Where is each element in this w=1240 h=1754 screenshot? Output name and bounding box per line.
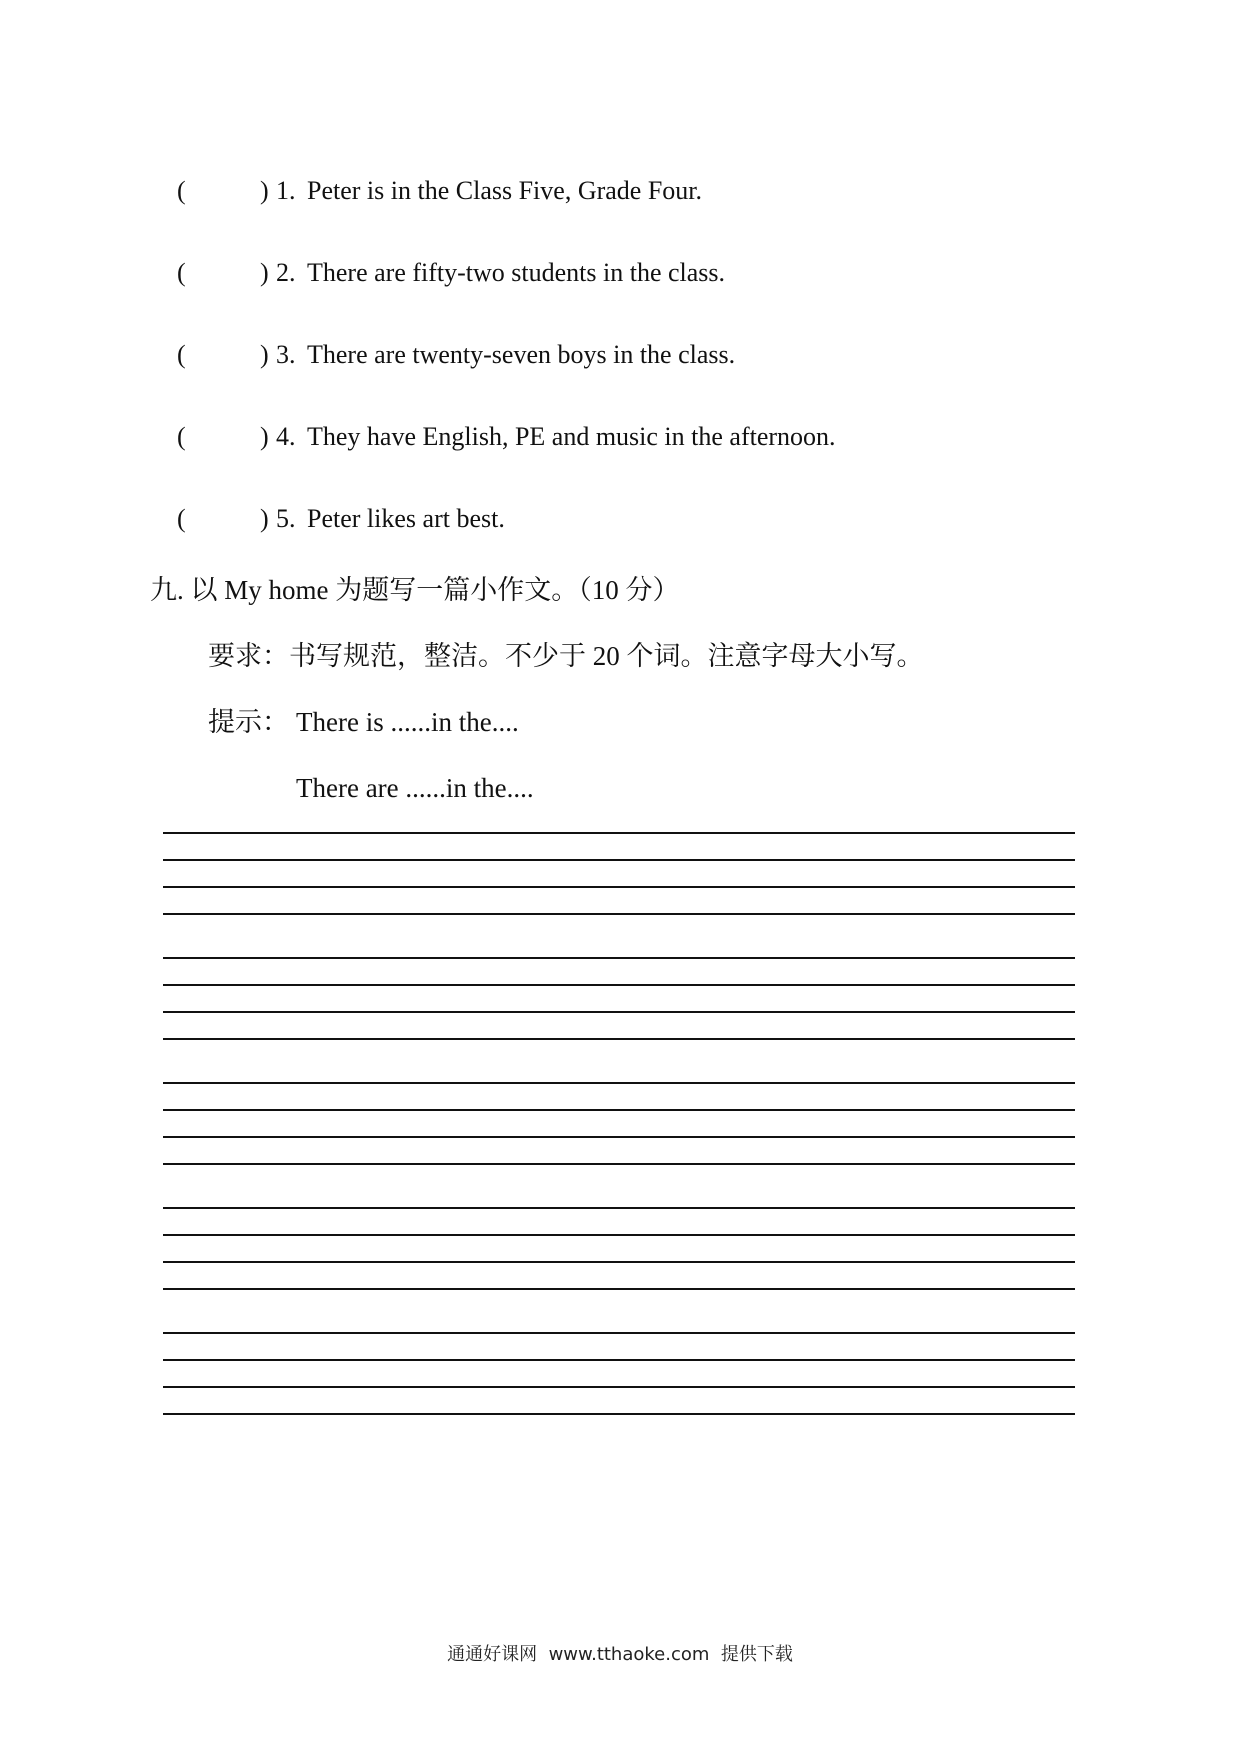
footer-text: 通通好课网 www.tthaoke.com 提供下载: [447, 1644, 793, 1665]
answer-bracket-close: ): [260, 258, 269, 287]
statement-number: 5.: [276, 504, 296, 533]
section-title: 九. 以 My home 为题写一篇小作文。（10 分）: [150, 575, 680, 605]
answer-bracket-open: (: [177, 422, 186, 451]
statement-text: There are twenty-seven boys in the class.: [307, 340, 736, 369]
hint-text-1: There is ......in the....: [296, 707, 519, 737]
answer-bracket-open: (: [177, 340, 186, 369]
ruled-line: [163, 859, 1075, 861]
ruled-line: [163, 1038, 1075, 1040]
hint-line-1: [208, 702, 519, 742]
ruled-line: [163, 1386, 1075, 1388]
statement-number: 3.: [276, 340, 296, 369]
ruled-line: [163, 1413, 1075, 1415]
ruled-line: [163, 832, 1075, 834]
statement-number: 1.: [276, 176, 296, 205]
four-line-group[interactable]: [163, 1082, 1075, 1166]
ruled-line: [163, 1207, 1075, 1209]
answer-bracket-open: (: [177, 176, 186, 205]
writing-area[interactable]: [163, 832, 1075, 1432]
ruled-line: [163, 957, 1075, 959]
answer-bracket-close: ): [260, 422, 269, 451]
answer-bracket-close: ): [260, 176, 269, 205]
answer-bracket-close: ): [260, 504, 269, 533]
statement-text: Peter is in the Class Five, Grade Four.: [307, 176, 703, 205]
ruled-line: [163, 1163, 1075, 1165]
ruled-line: [163, 886, 1075, 888]
hint-text-2: There are ......in the....: [296, 773, 534, 803]
statement-number: 4.: [276, 422, 296, 451]
ruled-line: [163, 913, 1075, 915]
ruled-line: [163, 1109, 1075, 1111]
statement-text: They have English, PE and music in the afternoon.: [307, 422, 836, 451]
four-line-group[interactable]: [163, 1332, 1075, 1416]
ruled-line: [163, 1261, 1075, 1263]
answer-bracket-close: ): [260, 340, 269, 369]
statement-text: There are fifty-two students in the class.: [307, 258, 726, 287]
four-line-group[interactable]: [163, 957, 1075, 1041]
hint-label: 提示：: [208, 707, 289, 737]
requirement-text: 要求：书写规范，整洁。不少于 20 个词。注意字母大小写。: [208, 641, 924, 671]
statement-number: 2.: [276, 258, 296, 287]
ruled-line: [163, 1234, 1075, 1236]
ruled-line: [163, 1082, 1075, 1084]
ruled-line: [163, 1359, 1075, 1361]
ruled-line: [163, 1136, 1075, 1138]
ruled-line: [163, 1332, 1075, 1334]
answer-bracket-open: (: [177, 258, 186, 287]
ruled-line: [163, 984, 1075, 986]
four-line-group[interactable]: [163, 1207, 1075, 1291]
answer-bracket-open: (: [177, 504, 186, 533]
ruled-line: [163, 1288, 1075, 1290]
four-line-group[interactable]: [163, 832, 1075, 916]
ruled-line: [163, 1011, 1075, 1013]
statement-text: Peter likes art best.: [307, 504, 505, 533]
